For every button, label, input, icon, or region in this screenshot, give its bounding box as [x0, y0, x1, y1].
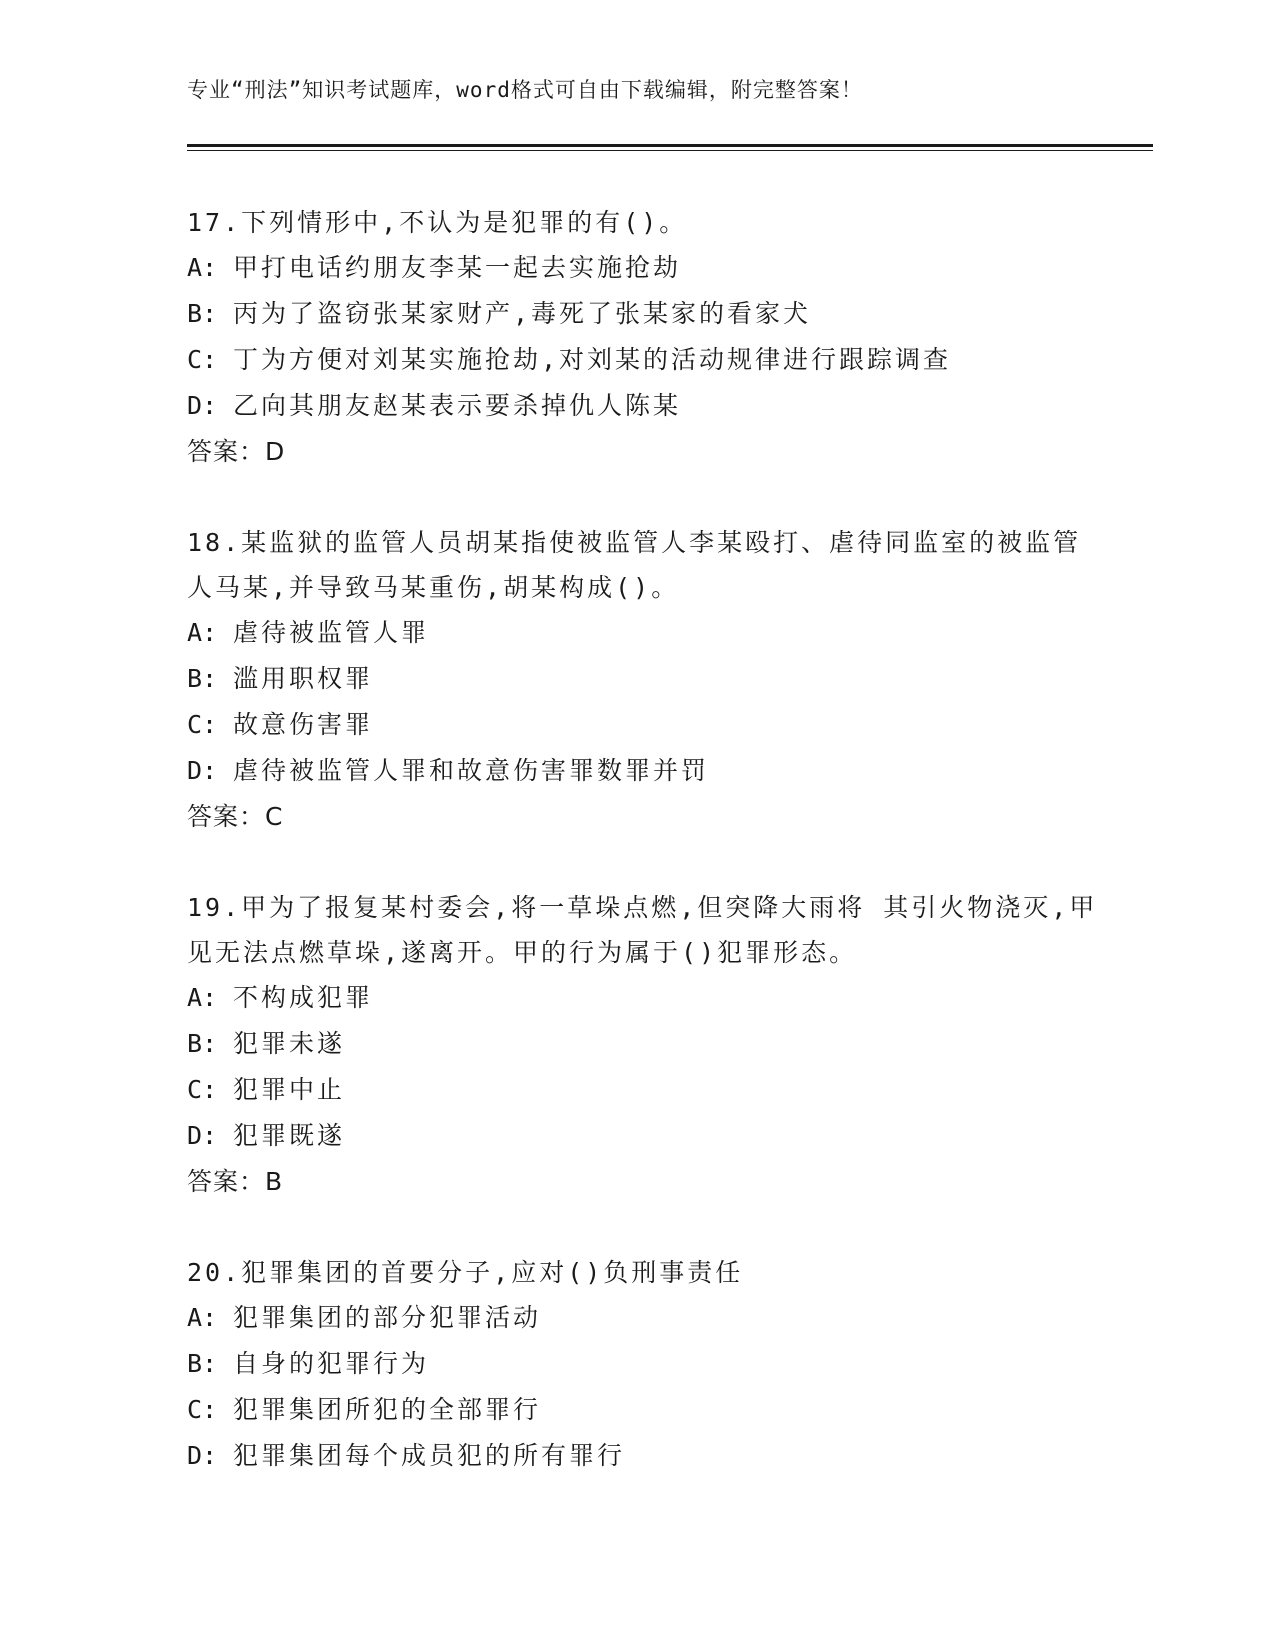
option-text: 犯罪集团的部分犯罪活动: [233, 1303, 542, 1332]
option-text: 故意伤害罪: [233, 710, 374, 739]
option-b: [187, 1341, 1107, 1387]
option-text: 犯罪中止: [233, 1075, 346, 1104]
answer-line: 答案：B: [187, 1167, 284, 1196]
option-c: [187, 702, 1107, 748]
option-letter: A:: [187, 1303, 218, 1332]
option-a: [187, 610, 1107, 656]
option-letter: A:: [187, 253, 218, 282]
option-letter: C:: [187, 1075, 218, 1104]
option-text: 虐待被监管人罪: [233, 618, 430, 647]
option-letter: D:: [187, 391, 218, 420]
option-text: 犯罪集团所犯的全部罪行: [233, 1395, 542, 1424]
option-c: [187, 1067, 1107, 1113]
option-letter: B:: [187, 1029, 218, 1058]
question-18: [187, 520, 1107, 840]
option-b: [187, 656, 1107, 702]
question-text: 18.某监狱的监管人员胡某指使被监管人李某殴打、虐待同监室的被监管人马某,并导致马某重伤,胡某构成()。: [187, 528, 1082, 602]
option-letter: B:: [187, 1349, 218, 1378]
option-a: [187, 245, 1107, 291]
option-a: [187, 975, 1107, 1021]
option-letter: C:: [187, 1395, 218, 1424]
option-c: [187, 1387, 1107, 1433]
option-letter: D:: [187, 756, 218, 785]
option-d: [187, 748, 1107, 794]
answer-line: 答案：C: [187, 802, 284, 831]
document-header: 专业“刑法”知识考试题库，word格式可自由下载编辑，附完整答案！: [187, 78, 863, 102]
question-19: [187, 885, 1107, 1205]
option-letter: A:: [187, 983, 218, 1012]
option-letter: A:: [187, 618, 218, 647]
question-text: 20.犯罪集团的首要分子,应对()负刑事责任: [187, 1258, 744, 1287]
option-text: 犯罪未遂: [233, 1029, 346, 1058]
question-20: [187, 1250, 1107, 1479]
header-divider-thin: [187, 150, 1153, 151]
option-letter: C:: [187, 710, 218, 739]
option-letter: D:: [187, 1121, 218, 1150]
option-text: 甲打电话约朋友李某一起去实施抢劫: [233, 253, 682, 282]
option-text: 虐待被监管人罪和故意伤害罪数罪并罚: [233, 756, 710, 785]
option-text: 不构成犯罪: [233, 983, 374, 1012]
option-letter: D:: [187, 1441, 218, 1470]
option-text: 自身的犯罪行为: [233, 1349, 430, 1378]
option-text: 乙向其朋友赵某表示要杀掉仇人陈某: [233, 391, 682, 420]
option-text: 犯罪既遂: [233, 1121, 346, 1150]
option-text: 丙为了盗窃张某家财产,毒死了张某家的看家犬: [233, 299, 812, 328]
header-divider-thick: [187, 144, 1153, 147]
option-d: [187, 1113, 1107, 1159]
question-list: [187, 200, 1107, 1524]
option-d: [187, 1433, 1107, 1479]
option-text: 丁为方便对刘某实施抢劫,对刘某的活动规律进行跟踪调查: [233, 345, 952, 374]
option-a: [187, 1295, 1107, 1341]
question-text: 17.下列情形中,不认为是犯罪的有()。: [187, 208, 688, 237]
option-text: 滥用职权罪: [233, 664, 374, 693]
option-d: [187, 383, 1107, 429]
question-17: [187, 200, 1107, 475]
option-letter: C:: [187, 345, 218, 374]
option-letter: B:: [187, 299, 218, 328]
option-b: [187, 1021, 1107, 1067]
question-text: 19.甲为了报复某村委会,将一草垛点燃,但突降大雨将 其引火物浇灭,甲见无法点燃草垛,遂离开。甲的行为属于()犯罪形态。: [187, 893, 1098, 967]
option-b: [187, 291, 1107, 337]
answer-line: 答案：D: [187, 437, 286, 466]
option-letter: B:: [187, 664, 218, 693]
option-text: 犯罪集团每个成员犯的所有罪行: [233, 1441, 626, 1470]
option-c: [187, 337, 1107, 383]
